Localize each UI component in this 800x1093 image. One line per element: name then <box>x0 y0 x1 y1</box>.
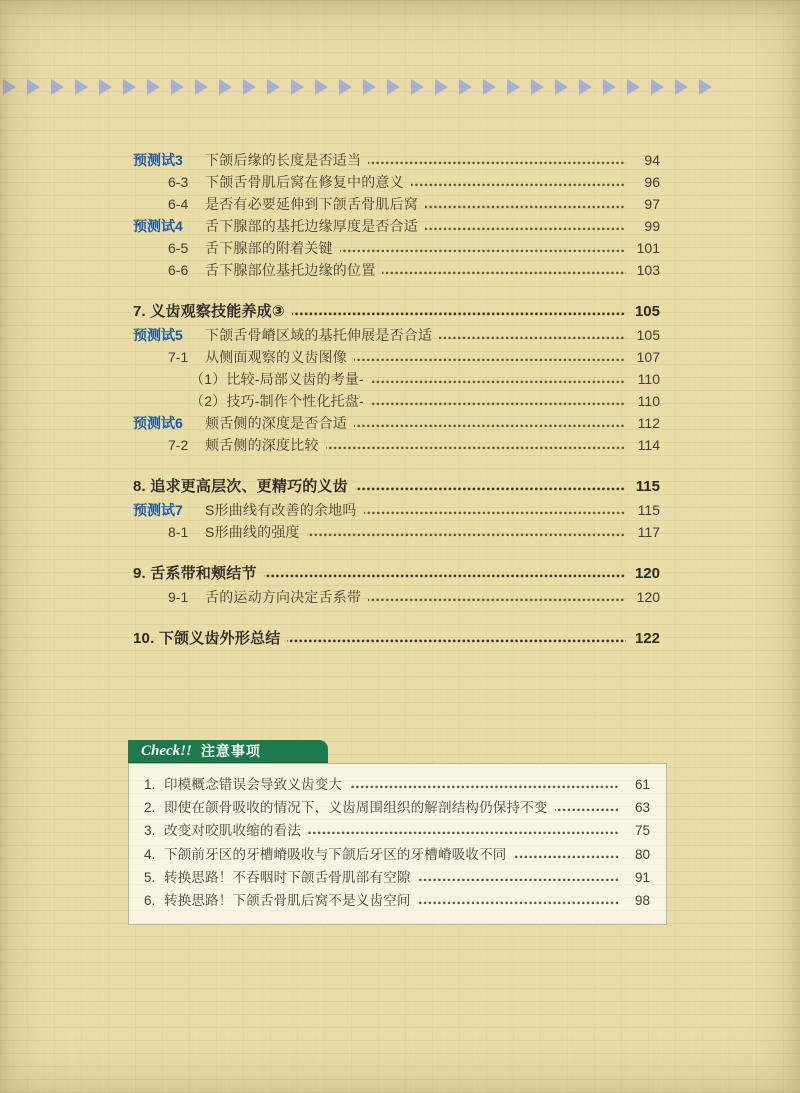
dotted-leader <box>355 487 626 491</box>
check-item-number: 2. <box>144 800 156 816</box>
check-item-number: 5. <box>144 869 156 885</box>
toc-entry-sub2 <box>133 390 660 412</box>
toc-entry-pretest <box>133 412 660 434</box>
check-item-title: 转换思路！下颌舌骨肌后窝不是义齿空间 <box>164 892 411 908</box>
entry-title: 舌下腺部的附着关键 <box>205 240 333 256</box>
page-number: 91 <box>634 869 650 885</box>
page-number: 120 <box>634 565 660 582</box>
section-number: 6-3 <box>168 174 189 190</box>
toc-entry-pretest <box>133 149 660 171</box>
entry-title: 是否有必要延伸到下颌舌骨肌后窝 <box>205 196 418 212</box>
page-number: 80 <box>634 846 650 862</box>
check-item-number: 6. <box>144 892 156 908</box>
check-script-text: Check!! <box>141 742 192 759</box>
toc-entry-chapter <box>133 627 660 651</box>
check-item <box>144 819 650 842</box>
check-item-number: 1. <box>144 777 156 792</box>
entry-title: 下颌舌骨肌后窝在修复中的意义 <box>205 174 404 190</box>
dotted-leader <box>368 598 626 602</box>
right-arrow-icon <box>627 79 640 95</box>
right-arrow-icon <box>123 79 136 95</box>
pretest-label: 预测试5 <box>133 327 183 343</box>
entry-title: S形曲线有改善的余地吗 <box>205 502 357 518</box>
right-arrow-icon <box>411 79 424 95</box>
entry-title: 下颌舌骨嵴区域的基托伸展是否合适 <box>205 327 433 343</box>
right-arrow-icon <box>75 79 88 95</box>
toc-entry-sub <box>133 346 660 368</box>
section-number: 6-5 <box>168 240 189 256</box>
right-arrow-icon <box>387 79 400 95</box>
arrow-decoration-row <box>3 78 712 96</box>
dotted-leader <box>264 574 626 578</box>
right-arrow-icon <box>675 79 688 95</box>
check-item-number: 4. <box>144 846 156 862</box>
entry-title: 9. 舌系带和颊结节 <box>133 565 257 582</box>
toc-entry-chapter <box>133 300 660 324</box>
right-arrow-icon <box>99 79 112 95</box>
right-arrow-icon <box>483 79 496 95</box>
page-number: 117 <box>637 524 660 540</box>
dotted-leader <box>354 424 626 428</box>
page-number: 61 <box>634 777 650 792</box>
dotted-leader <box>364 511 626 515</box>
right-arrow-icon <box>27 79 40 95</box>
page-number: 115 <box>635 478 660 495</box>
dotted-leader <box>287 639 626 643</box>
section-number: 6-4 <box>168 196 189 212</box>
toc-entry-sub2 <box>133 368 660 390</box>
dotted-leader <box>292 312 626 316</box>
entry-title: 8. 追求更高层次、更精巧的义齿 <box>133 478 348 495</box>
dotted-leader <box>340 249 626 253</box>
dotted-leader <box>514 855 621 859</box>
right-arrow-icon <box>291 79 304 95</box>
right-arrow-icon <box>51 79 64 95</box>
section-number: 9-1 <box>168 589 189 605</box>
section-number: 7-2 <box>168 437 189 453</box>
toc-entry-sub <box>133 586 660 608</box>
dotted-leader <box>308 831 620 835</box>
entry-title: 7. 义齿观察技能养成③ <box>133 303 285 320</box>
entry-title: 舌下腺部位基托边缘的位置 <box>205 262 376 278</box>
entry-title: （1）比较-局部义齿的考量- <box>190 371 364 387</box>
right-arrow-icon <box>531 79 544 95</box>
page-number: 103 <box>636 262 660 278</box>
check-item-number: 3. <box>144 823 156 839</box>
page-number: 105 <box>636 327 660 343</box>
entry-title: S形曲线的强度 <box>205 524 300 540</box>
toc-entry-pretest <box>133 499 660 521</box>
dotted-leader <box>418 878 620 882</box>
check-item <box>144 843 650 866</box>
right-arrow-icon <box>603 79 616 95</box>
right-arrow-icon <box>699 79 712 95</box>
entry-title: （2）技巧-制作个性化托盘- <box>190 393 364 409</box>
check-item-title: 即使在颌骨吸收的情况下，义齿周围组织的解剖结构仍保持不变 <box>164 800 548 816</box>
right-arrow-icon <box>507 79 520 95</box>
toc-entry-sub <box>133 259 660 281</box>
right-arrow-icon <box>219 79 232 95</box>
right-arrow-icon <box>651 79 664 95</box>
page-number: 75 <box>634 823 650 839</box>
section-number: 8-1 <box>168 524 189 540</box>
pretest-label: 预测试4 <box>133 218 183 234</box>
right-arrow-icon <box>555 79 568 95</box>
right-arrow-icon <box>147 79 160 95</box>
dotted-leader <box>418 901 620 905</box>
check-item <box>144 866 650 889</box>
dotted-leader <box>439 336 626 340</box>
dotted-leader <box>307 533 626 537</box>
table-of-contents <box>133 149 660 651</box>
page-number: 94 <box>644 152 660 168</box>
toc-entry-sub <box>133 521 660 543</box>
entry-title: 下颌后缘的长度是否适当 <box>205 152 362 168</box>
right-arrow-icon <box>243 79 256 95</box>
check-item-title: 印模概念错误会导致义齿变大 <box>164 777 343 792</box>
dotted-leader <box>354 358 626 362</box>
check-tab-label: 注意事项 <box>200 743 261 759</box>
toc-entry-sub <box>133 237 660 259</box>
page-number: 96 <box>644 174 660 190</box>
page-number: 115 <box>637 502 660 518</box>
check-item <box>144 889 650 912</box>
page-number: 97 <box>644 196 660 212</box>
right-arrow-icon <box>195 79 208 95</box>
check-item-title: 改变对咬肌收缩的看法 <box>164 823 301 839</box>
dotted-leader <box>349 785 620 789</box>
page-number: 110 <box>637 371 660 387</box>
dotted-leader <box>411 183 626 187</box>
right-arrow-icon <box>315 79 328 95</box>
right-arrow-icon <box>363 79 376 95</box>
dotted-leader <box>368 161 626 165</box>
right-arrow-icon <box>3 79 16 95</box>
page-number: 101 <box>636 240 660 256</box>
toc-entry-pretest <box>133 215 660 237</box>
entry-title: 舌的运动方向决定舌系带 <box>205 589 362 605</box>
page-number: 120 <box>636 589 660 605</box>
right-arrow-icon <box>339 79 352 95</box>
entry-title: 颊舌侧的深度是否合适 <box>205 415 347 431</box>
right-arrow-icon <box>435 79 448 95</box>
check-item <box>144 773 650 796</box>
page-number: 112 <box>637 415 660 431</box>
dotted-leader <box>382 271 626 275</box>
toc-entry-pretest <box>133 324 660 346</box>
dotted-leader <box>425 205 626 209</box>
page-number: 63 <box>634 800 650 816</box>
toc-entry-sub <box>133 171 660 193</box>
dotted-leader <box>425 227 626 231</box>
right-arrow-icon <box>579 79 592 95</box>
page-number: 122 <box>634 630 660 647</box>
entry-title: 颊舌侧的深度比较 <box>205 437 319 453</box>
dotted-leader <box>371 402 626 406</box>
pretest-label: 预测试7 <box>133 502 183 518</box>
page-number: 99 <box>644 218 660 234</box>
toc-entry-chapter <box>133 475 660 499</box>
right-arrow-icon <box>267 79 280 95</box>
right-arrow-icon <box>459 79 472 95</box>
page-number: 110 <box>637 393 660 409</box>
dotted-leader <box>555 808 620 812</box>
entry-title: 舌下腺部的基托边缘厚度是否合适 <box>205 218 418 234</box>
entry-title: 10. 下颌义齿外形总结 <box>133 630 281 647</box>
check-item-title: 下颌前牙区的牙槽嵴吸收与下颌后牙区的牙槽嵴吸收不同 <box>164 846 507 862</box>
dotted-leader <box>326 446 626 450</box>
dotted-leader <box>371 380 626 384</box>
section-number: 6-6 <box>168 262 189 278</box>
check-notes-panel <box>128 740 667 925</box>
toc-entry-chapter <box>133 562 660 586</box>
page-number: 98 <box>634 892 650 908</box>
check-item <box>144 796 650 819</box>
page-number: 114 <box>637 437 660 453</box>
check-items-list <box>128 763 667 925</box>
pretest-label: 预测试3 <box>133 152 183 168</box>
toc-entry-sub <box>133 434 660 456</box>
page-number: 107 <box>636 349 660 365</box>
toc-entry-sub <box>133 193 660 215</box>
entry-title: 从侧面观察的义齿图像 <box>205 349 347 365</box>
right-arrow-icon <box>171 79 184 95</box>
check-item-title: 转换思路！不吞咽时下颌舌骨肌部有空隙 <box>164 869 411 885</box>
page-number: 105 <box>634 303 660 320</box>
section-number: 7-1 <box>168 349 189 365</box>
check-tab-header <box>128 740 328 763</box>
pretest-label: 预测试6 <box>133 415 183 431</box>
